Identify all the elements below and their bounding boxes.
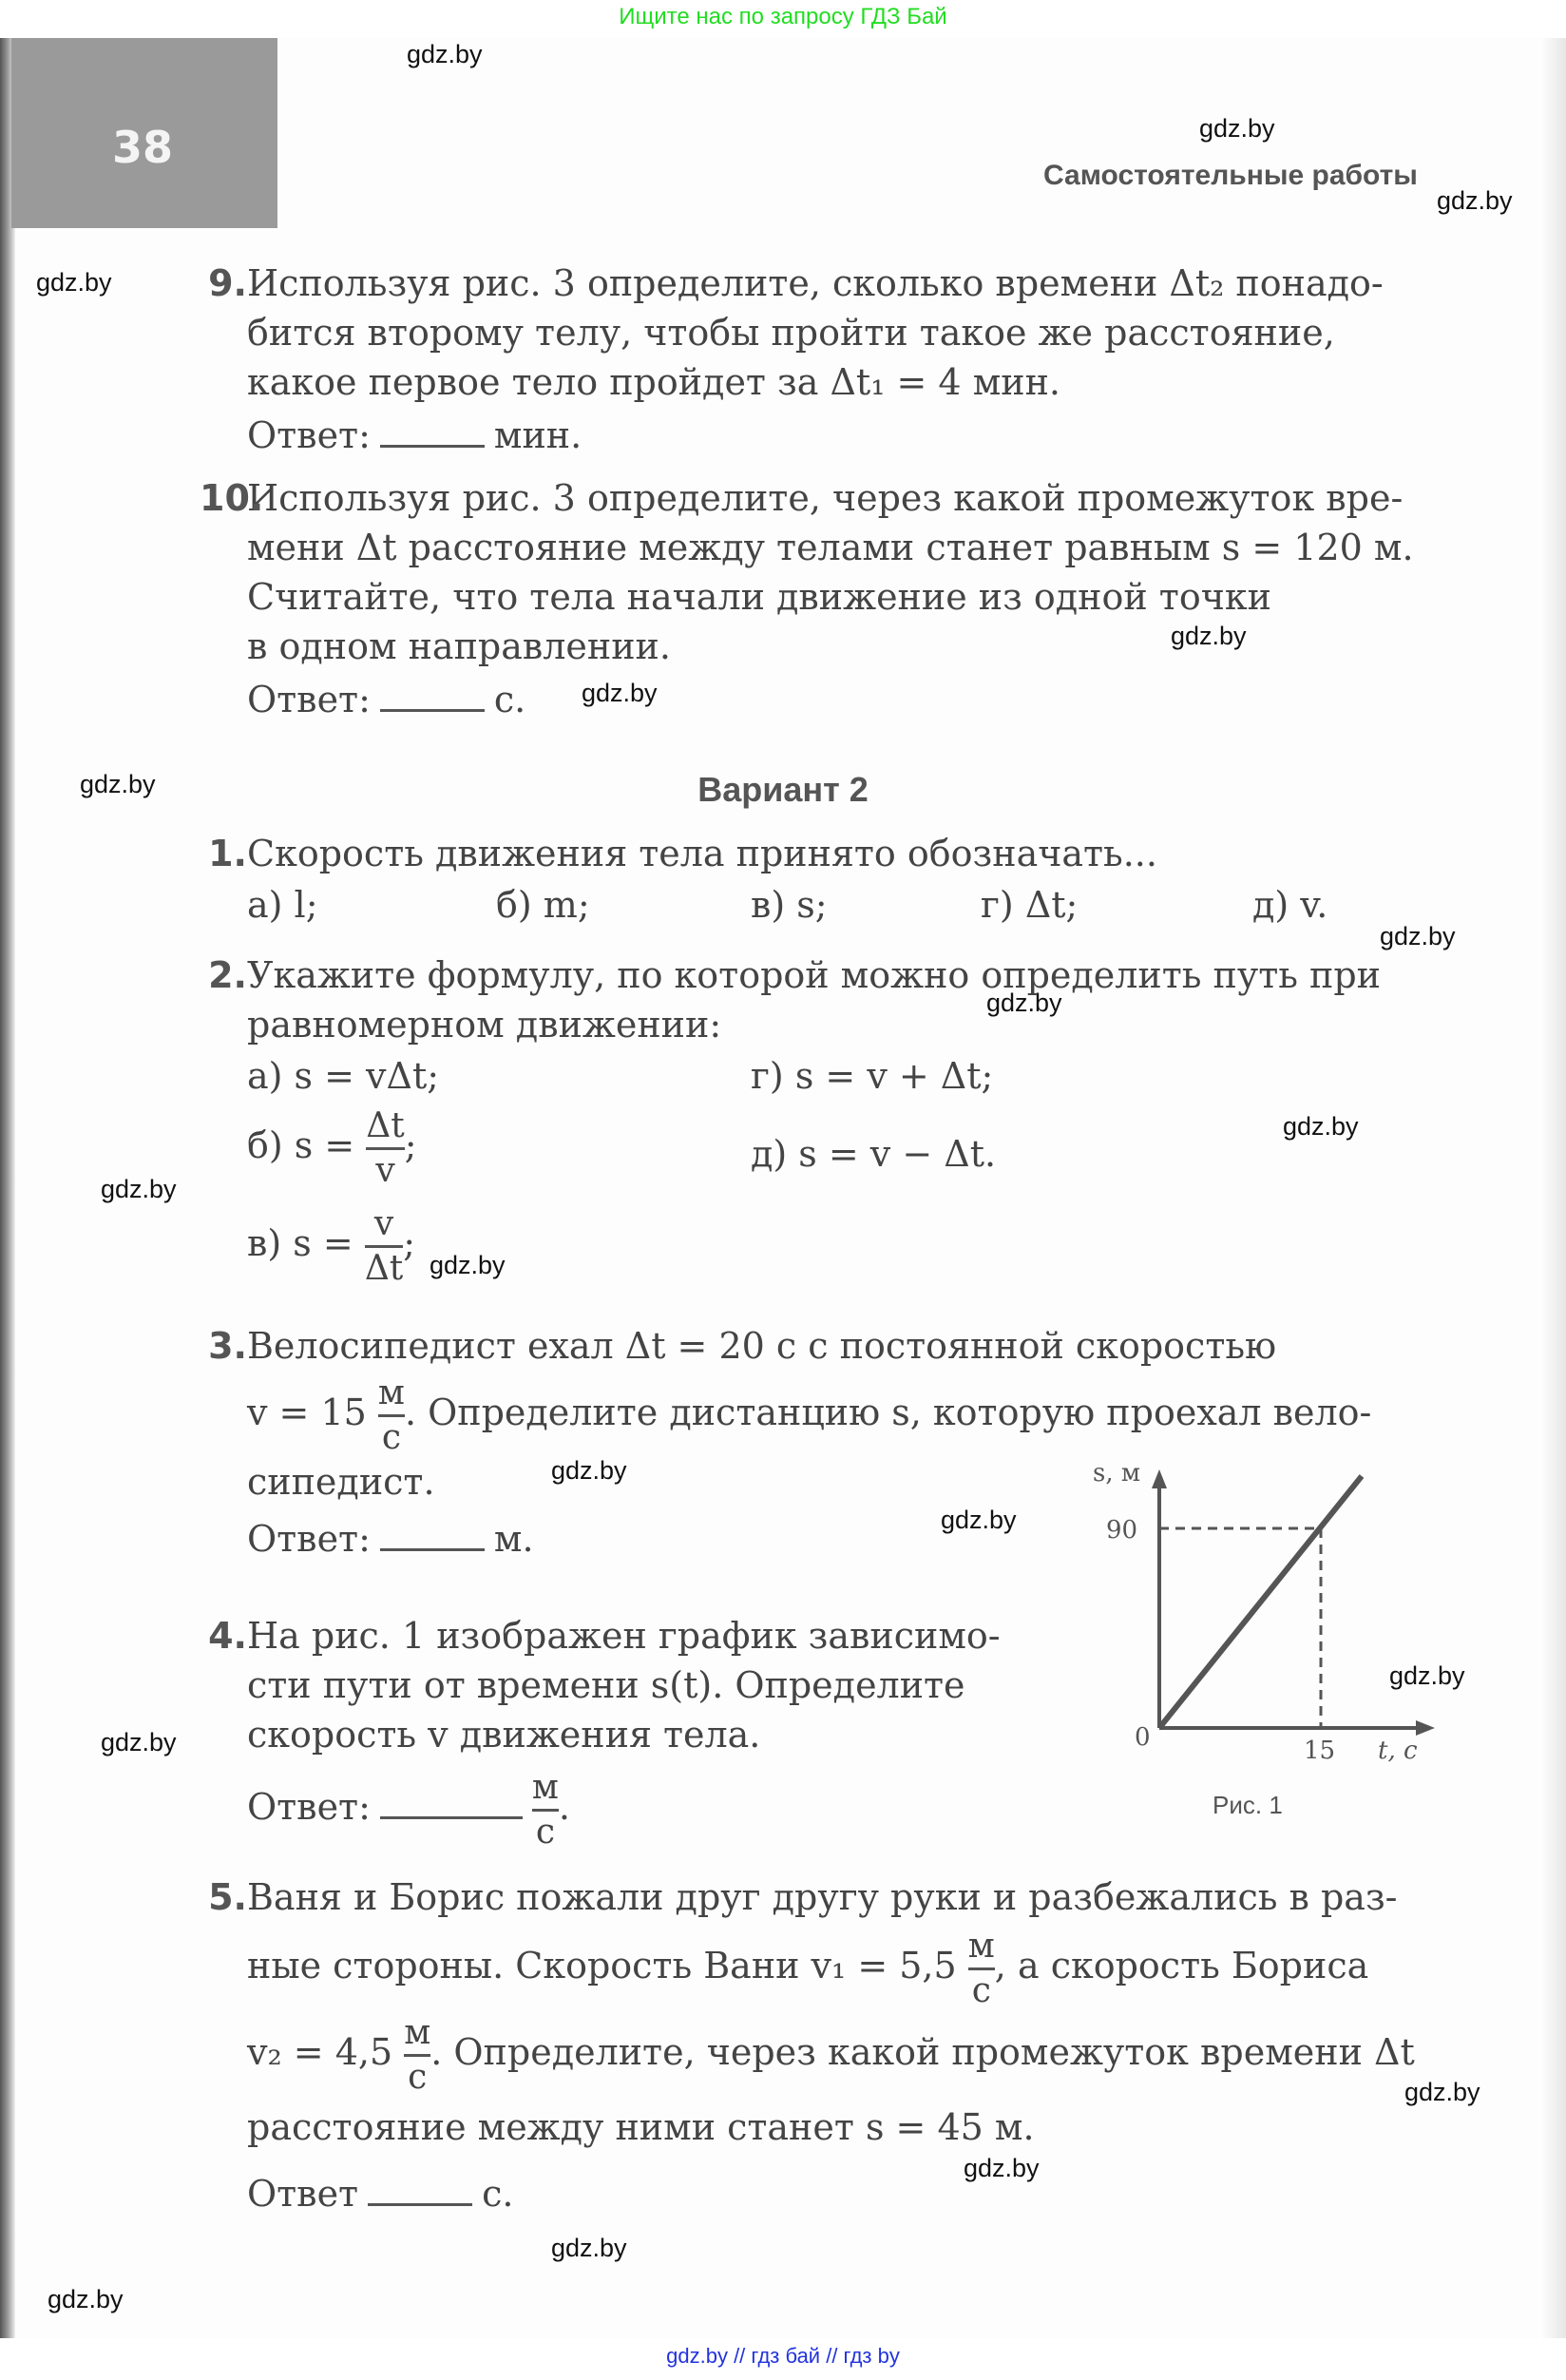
formula-prefix: б) s =	[247, 1124, 355, 1166]
task-text: . Определите, через какой промежуток времени Δt	[430, 2031, 1415, 2073]
task-line: бится второму телу, чтобы пройти такое же расстояние,	[247, 312, 1335, 354]
watermark: gdz.by	[101, 1175, 177, 1203]
figure-1-chart	[1093, 1445, 1473, 1844]
task-text: . Определите дистанцию s, которую проехал вело-	[404, 1392, 1372, 1433]
option-g[interactable]: г) s = v + Δt;	[751, 1055, 994, 1097]
denominator: с	[535, 1813, 555, 1852]
v2-task-1	[200, 829, 1435, 878]
v2-task-5	[200, 1872, 1435, 2218]
option-d[interactable]: д) s = v − Δt.	[751, 1133, 997, 1175]
watermark: gdz.by	[1171, 622, 1247, 650]
answer-row	[247, 411, 1435, 460]
numerator: м	[404, 2013, 431, 2052]
page-left-edge	[0, 38, 15, 2338]
watermark: gdz.by	[1283, 1112, 1359, 1141]
watermark: gdz.by	[407, 40, 483, 68]
watermark: gdz.by	[582, 679, 658, 707]
task-number: 1.	[208, 833, 247, 874]
task-number: 3.	[208, 1325, 247, 1367]
answer-label: Ответ:	[247, 414, 371, 456]
answer-row	[247, 675, 1435, 724]
answer-row: Ответ: $\frac{м}{с}$ .	[247, 1768, 570, 1852]
watermark: gdz.by	[941, 1506, 1017, 1534]
numerator: Δt	[366, 1106, 405, 1145]
denominator: с	[971, 1971, 991, 2010]
task-text: v₂ = 4,5	[247, 2031, 393, 2073]
task-line: сипедист.	[247, 1461, 435, 1503]
option-v[interactable]: в) s = $\frac{v}{\Delta t}$ ;	[247, 1204, 416, 1288]
option-b[interactable]: б) s = $\frac{\Delta t}{v}$ ;	[247, 1106, 417, 1190]
series-line	[1159, 1476, 1362, 1728]
page-right-edge	[1539, 38, 1566, 2338]
unit-fraction	[378, 1374, 405, 1457]
option-v[interactable]: в) s;	[751, 884, 828, 926]
task-9	[200, 259, 1435, 460]
task-number: 10.	[200, 477, 264, 519]
task-line: Велосипедист ехал Δt = 20 с с постоянной скоростью	[247, 1325, 1277, 1367]
task-line: расстояние между ними станет s = 45 м.	[247, 2106, 1035, 2148]
unit-fraction	[968, 1928, 995, 2010]
y-tick-90: 90	[1106, 1516, 1138, 1545]
figure-caption: Рис. 1	[1213, 1791, 1283, 1819]
watermark: gdz.by	[1389, 1661, 1465, 1690]
answer-blank[interactable]	[368, 2175, 472, 2206]
unit-fraction	[404, 2014, 430, 2097]
denominator: с	[408, 2058, 428, 2097]
watermark: gdz.by	[986, 988, 1062, 1017]
v2-task-4	[200, 1611, 1055, 1852]
fraction	[365, 1205, 403, 1288]
task-line: Считайте, что тела начали движение из одной точки	[247, 576, 1271, 618]
task-number: 9.	[208, 262, 247, 304]
option-b[interactable]: б) m;	[496, 884, 590, 926]
option-a[interactable]: а) s = vΔt;	[247, 1055, 440, 1097]
task-line: Используя рис. 3 определите, через какой промежуток вре-	[247, 477, 1404, 519]
watermark: gdz.by	[36, 268, 112, 297]
answer-label: Ответ:	[247, 1786, 371, 1828]
task-10	[200, 473, 1435, 724]
option-a[interactable]: а) l;	[247, 884, 318, 926]
watermark: gdz.by	[430, 1251, 506, 1279]
search-banner[interactable]: Ищите нас по запросу ГДЗ Бай	[619, 4, 947, 29]
speed-value: v = 15	[247, 1392, 367, 1433]
answer-blank[interactable]	[380, 416, 485, 448]
task-text: ные стороны. Скорость Вани v₁ = 5,5	[247, 1945, 957, 1987]
answer-unit: м.	[493, 1518, 534, 1560]
answer-label: Ответ:	[247, 1518, 371, 1560]
watermark: gdz.by	[964, 2154, 1040, 2182]
formula-prefix: в) s =	[247, 1222, 353, 1264]
task-line: в одном направлении.	[247, 625, 671, 667]
denominator: с	[381, 1418, 402, 1457]
answer-unit: с.	[482, 2173, 514, 2215]
watermark: gdz.by	[80, 770, 156, 798]
answer-row	[247, 2169, 1435, 2218]
answer-label: Ответ	[247, 2173, 359, 2215]
option-d[interactable]: д) v.	[1252, 884, 1328, 926]
numerator: v	[373, 1204, 394, 1243]
watermark: gdz.by	[48, 2285, 124, 2313]
numerator: м	[531, 1768, 559, 1807]
footer-links[interactable]: gdz.by // гдз бай // гдз by	[666, 2344, 900, 2368]
task-line	[247, 2014, 1435, 2097]
fraction	[366, 1107, 404, 1190]
answer-label: Ответ:	[247, 679, 371, 720]
task-line: Скорость движения тела принято обозначать...	[247, 833, 1157, 874]
task-number: 2.	[208, 954, 247, 996]
y-axis-arrow	[1152, 1469, 1167, 1488]
unit-fraction	[532, 1769, 559, 1852]
watermark: gdz.by	[1404, 2078, 1480, 2106]
watermark: gdz.by	[551, 1456, 627, 1485]
task-line: Используя рис. 3 определите, сколько времени Δt₂ понадо-	[247, 262, 1384, 304]
answer-unit: мин.	[493, 414, 582, 456]
answer-blank[interactable]	[380, 1520, 485, 1551]
task-number: 4.	[208, 1615, 247, 1657]
task-line: Ваня и Борис пожали друг другу руки и разбежались в раз-	[247, 1876, 1398, 1918]
origin-label: 0	[1135, 1723, 1151, 1752]
answer-blank[interactable]	[380, 1788, 523, 1819]
task-line: сти пути от времени s(t). Определите	[247, 1664, 965, 1706]
y-axis-label: s, м	[1093, 1459, 1141, 1488]
numerator: м	[377, 1373, 405, 1412]
watermark: gdz.by	[1437, 186, 1513, 215]
watermark: gdz.by	[1380, 922, 1456, 950]
denominator: Δt	[364, 1249, 404, 1288]
denominator: v	[375, 1151, 395, 1190]
option-g[interactable]: г) Δt;	[981, 884, 1079, 926]
page-number: 38	[111, 122, 173, 173]
task-line: На рис. 1 изображен график зависимо-	[247, 1615, 1001, 1657]
task-line: скорость v движения тела.	[247, 1714, 761, 1756]
watermark: gdz.by	[551, 2234, 627, 2262]
watermark: gdz.by	[101, 1728, 177, 1756]
watermark: gdz.by	[1199, 114, 1275, 143]
answer-unit: с.	[493, 679, 526, 720]
answer-blank[interactable]	[380, 681, 485, 712]
numerator: м	[967, 1927, 995, 1966]
task-text: , а скорость Бориса	[994, 1945, 1369, 1987]
variant-title: Вариант 2	[697, 770, 869, 809]
section-header: Самостоятельные работы	[1043, 160, 1418, 191]
task-number: 5.	[208, 1876, 247, 1918]
task-line: равномерном движении:	[247, 1004, 722, 1046]
task-line	[247, 1928, 1435, 2010]
task-line: мени Δt расстояние между телами станет равным s = 120 м.	[247, 527, 1414, 568]
v2-task-2	[200, 950, 1435, 1049]
x-axis-label: t, с	[1378, 1737, 1418, 1765]
x-axis-arrow	[1416, 1720, 1435, 1736]
x-tick-15: 15	[1304, 1737, 1336, 1765]
task-line: какое первое тело пройдет за Δt₁ = 4 мин.	[247, 361, 1060, 403]
task-line: Укажите формулу, по которой можно определить путь при	[247, 954, 1381, 996]
